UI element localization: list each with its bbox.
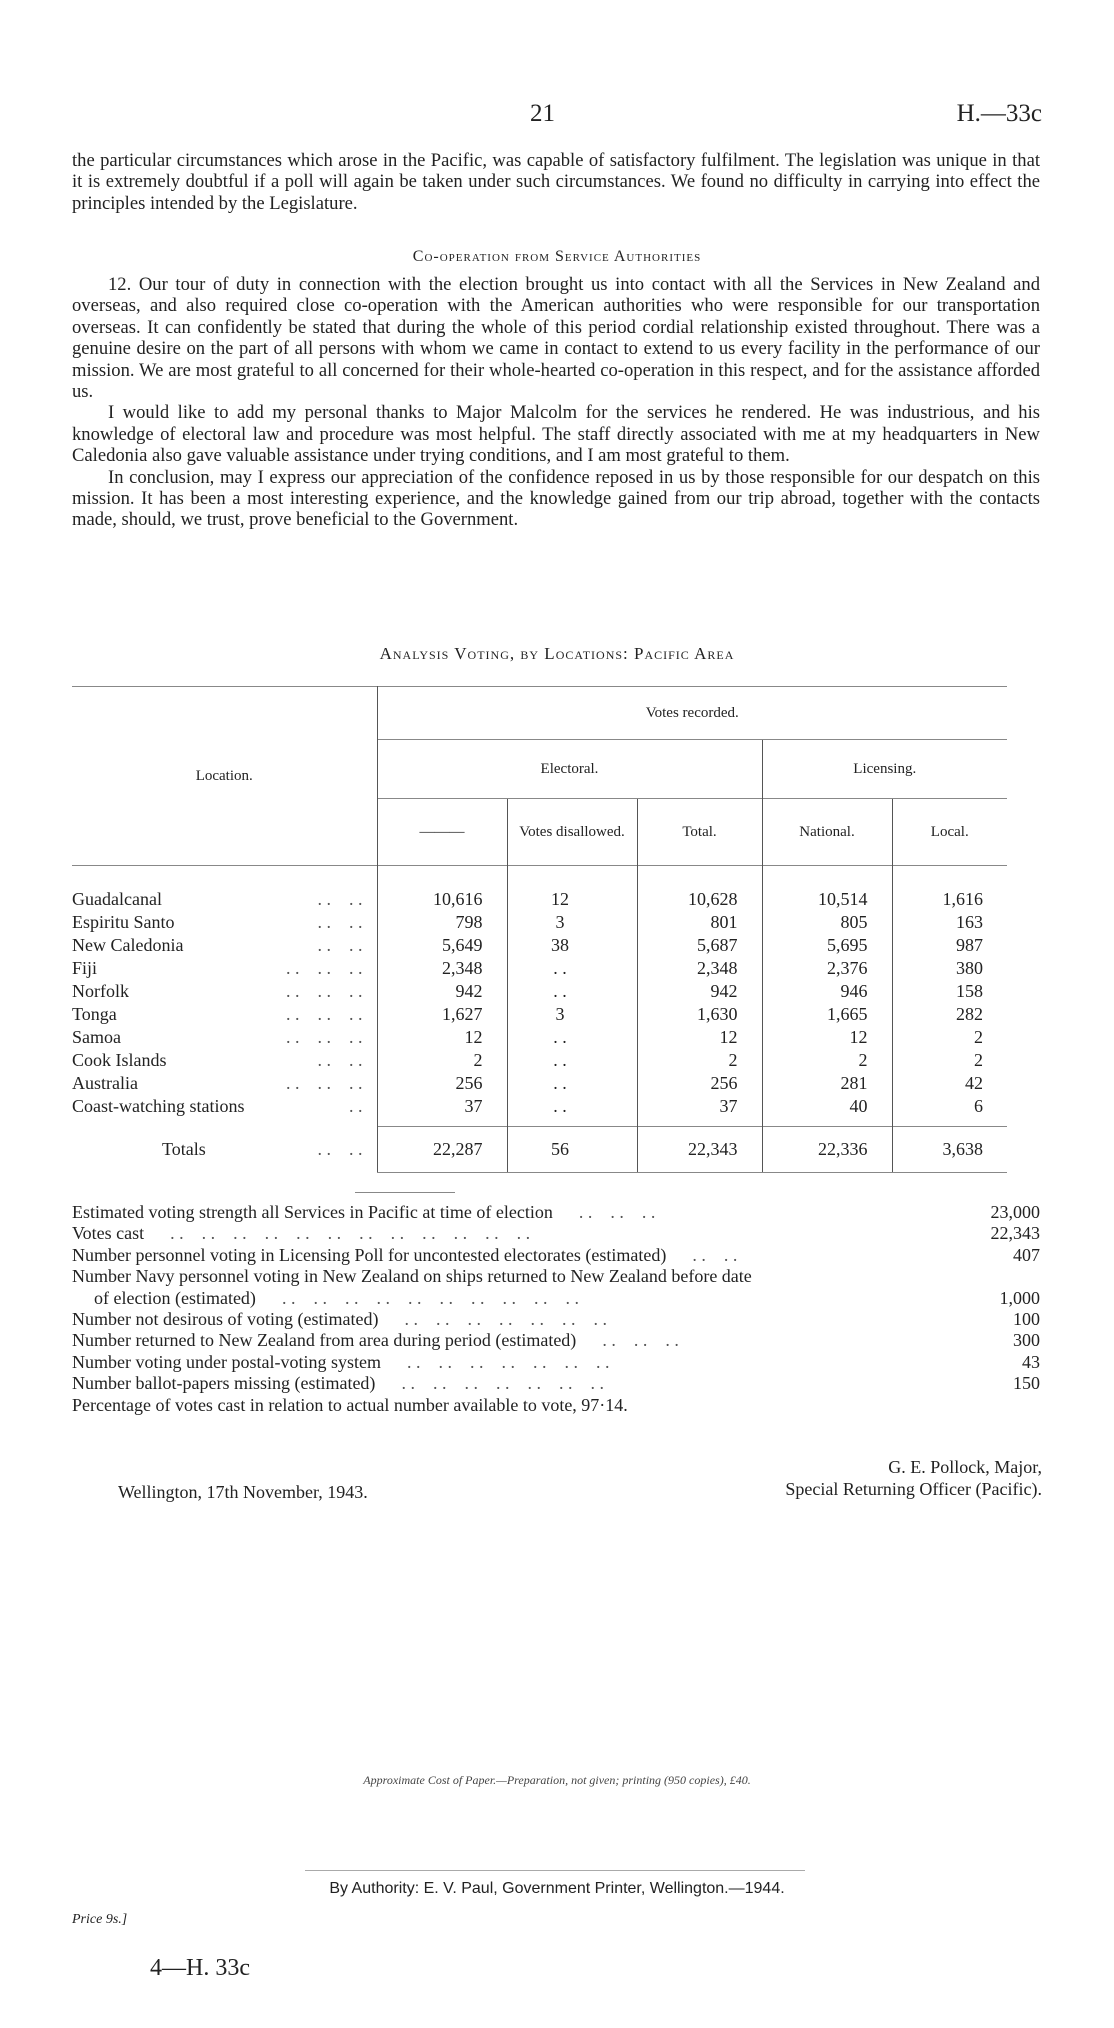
cost-of-paper: Approximate Cost of Paper.—Preparation, not given; printing (950 copies), £40. (363, 1773, 751, 1787)
statistic-row (72, 1309, 1040, 1330)
local-votes: 987 (892, 934, 1007, 957)
signature-title: Special Returning Officer (Pacific). (785, 1479, 1042, 1499)
local-votes: 3,638 (892, 1126, 1007, 1172)
statistic-row (72, 1245, 1040, 1266)
location-name: Fiji (72, 958, 98, 978)
statistic-value: 300 (1013, 1330, 1040, 1351)
leader-dots: . . . . . . (286, 958, 363, 978)
table-title: Analysis Voting, by Locations: Pacific Area (379, 644, 735, 663)
table-bottom-rule (355, 1192, 455, 1193)
location-name: Cook Islands (72, 1050, 167, 1070)
national-votes: 2 (762, 1049, 892, 1072)
statistic-label: Percentage of votes cast in relation to actual number available to vote, 97·14. (72, 1394, 628, 1415)
printer-authority: By Authority: E. V. Paul, Government Printer, Wellington.—1944. (329, 1880, 785, 1897)
national-header: National. (762, 799, 892, 866)
votes-recorded-header: Votes recorded. (377, 687, 1007, 740)
authority-rule (305, 1870, 805, 1871)
leader-dots: . . . . (317, 912, 363, 932)
statistic-value: 150 (1013, 1373, 1040, 1394)
statistic-row (72, 1266, 1040, 1287)
table-row (72, 1049, 1007, 1072)
totals-row (72, 1126, 1007, 1172)
electoral-header: Electoral. (377, 740, 762, 799)
voting-analysis-table (72, 686, 1007, 1173)
statistic-value (950, 1266, 1040, 1287)
leader-dots: . . . . . . (286, 1073, 363, 1093)
price: Price 9s.] (72, 1912, 128, 1927)
leader-dots: . . . . (692, 1244, 738, 1265)
votes-disallowed: 38 (507, 934, 637, 957)
table-row (72, 911, 1007, 934)
statistic-value (950, 1395, 1040, 1416)
electoral-votes: 256 (377, 1072, 507, 1095)
leader-dots: . . . . (317, 935, 363, 955)
statistic-row (72, 1373, 1040, 1394)
table-row (72, 1095, 1007, 1118)
electoral-votes: 798 (377, 911, 507, 934)
leader-dots: . . . . (317, 889, 363, 909)
electoral-votes: 12 (377, 1026, 507, 1049)
statistic-label: Votes cast (72, 1223, 145, 1244)
leader-dots: . . (349, 1096, 363, 1116)
leader-dots: . . . . . . (602, 1330, 679, 1351)
local-votes: 2 (892, 1026, 1007, 1049)
national-votes: 805 (762, 911, 892, 934)
national-votes: 10,514 (762, 888, 892, 911)
statistic-value: 22,343 (990, 1223, 1040, 1244)
section-heading: Co-operation from Service Authorities (412, 248, 702, 265)
electoral-votes: 37 (377, 1095, 507, 1118)
local-votes: 2 (892, 1049, 1007, 1072)
total-votes: 37 (637, 1095, 762, 1118)
location-name: Samoa (72, 1027, 121, 1047)
leader-dots: . . . . . . . . . . . . . . . . . . . . . . . . (170, 1223, 531, 1244)
total-votes: 1,630 (637, 1003, 762, 1026)
national-votes: 1,665 (762, 1003, 892, 1026)
total-votes: 12 (637, 1026, 762, 1049)
local-votes: 1,616 (892, 888, 1007, 911)
statistic-label: Number ballot-papers missing (estimated) (72, 1373, 376, 1394)
total-votes: 2 (637, 1049, 762, 1072)
paragraph-12: 12. Our tour of duty in connection with the election brought us into contact with all the Services in New Zealand and overseas, and also required close co-operation with the American authorities who were responsible for our transportation overseas. It can confidently be stated that during the whole of this period cordial relationship existed throughout. There was a genuine desire on the part of all persons with whom we came in contact to extend to us every facility in the performance of our mission. We are most grateful to all concerned for their whole-hearted co-operation in this respect, and for the assistance afforded us. (72, 274, 1040, 403)
electoral-votes: 1,627 (377, 1003, 507, 1026)
votes-disallowed: 56 (507, 1126, 637, 1172)
electoral-votes-header: ——— (377, 799, 507, 866)
location-name: Coast-watching stations (72, 1096, 245, 1116)
local-votes: 42 (892, 1072, 1007, 1095)
national-votes: 946 (762, 980, 892, 1003)
statistic-row (72, 1352, 1040, 1373)
total-votes: 22,343 (637, 1126, 762, 1172)
paragraph-thanks: I would like to add my personal thanks to Major Malcolm for the services he rendered. He was industrious, and his knowledge of electoral law and procedure was most helpful. The staff directly associated with me at my headquarters in New Caledonia also gave valuable assistance under trying conditions, and I am most grateful to them. (72, 402, 1040, 467)
statistic-value: 43 (1022, 1351, 1040, 1372)
table-row (72, 1072, 1007, 1095)
statistic-label: Number personnel voting in Licensing Poll for uncontested electorates (estimated) (72, 1244, 667, 1265)
statistic-row (72, 1202, 1040, 1223)
total-votes: 801 (637, 911, 762, 934)
statistic-value: 407 (1013, 1244, 1040, 1265)
statistic-value: 1,000 (999, 1287, 1040, 1308)
votes-disallowed: . . (507, 957, 637, 980)
signature-block (785, 1456, 1042, 1500)
votes-disallowed: . . (507, 1049, 637, 1072)
votes-disallowed: . . (507, 1026, 637, 1049)
location-name: Norfolk (72, 981, 129, 1001)
votes-disallowed: . . (507, 1095, 637, 1118)
page-number: 21 (530, 100, 555, 127)
location-name: New Caledonia (72, 935, 184, 955)
paragraph-conclusion: In conclusion, may I express our appreciation of the confidence reposed in us by those responsible for our despatch on this mission. It has been a most interesting experience, and the knowledge gained from our trip abroad, together with the contacts made, should, we trust, prove beneficial to the Government. (72, 466, 1040, 531)
statistic-label: Number not desirous of voting (estimated) (72, 1309, 379, 1330)
local-votes: 282 (892, 1003, 1007, 1026)
local-votes: 380 (892, 957, 1007, 980)
statistic-row (72, 1288, 1040, 1309)
statistic-label: Number Navy personnel voting in New Zealand on ships returned to New Zealand before date (72, 1266, 752, 1287)
national-votes: 2,376 (762, 957, 892, 980)
table-row (72, 980, 1007, 1003)
paragraph-intro (72, 150, 1040, 214)
electoral-votes: 2 (377, 1049, 507, 1072)
table-spacer (72, 1118, 1007, 1126)
national-votes: 40 (762, 1095, 892, 1118)
statistic-row (72, 1223, 1040, 1244)
footer-reference: 4—H. 33c (150, 1955, 250, 1981)
table-row (72, 934, 1007, 957)
table-body (72, 888, 1007, 1172)
location-name: Espiritu Santo (72, 912, 175, 932)
votes-disallowed: . . (507, 1072, 637, 1095)
votes-disallowed: 12 (507, 888, 637, 911)
leader-dots: . . . . . . . . . . . . . . (404, 1309, 607, 1330)
leader-dots: . . . . . . . . . . . . . . (406, 1351, 610, 1372)
local-votes: 163 (892, 911, 1007, 934)
statistic-label: Number returned to New Zealand from area during period (estimated) (72, 1330, 577, 1351)
table-row (72, 1003, 1007, 1026)
leader-dots: . . . . . . . . . . . . . . . . . . . . (281, 1287, 579, 1308)
leader-dots: . . . . (317, 1050, 363, 1070)
electoral-votes: 5,649 (377, 934, 507, 957)
totals-label: Totals (162, 1138, 206, 1159)
statistic-label: Estimated voting strength all Services in Pacific at time of election (72, 1202, 553, 1222)
statistics-list (72, 1202, 1040, 1416)
total-votes: 2,348 (637, 957, 762, 980)
statistic-value: 23,000 (990, 1202, 1040, 1222)
votes-disallowed: 3 (507, 1003, 637, 1026)
signature-place-date: Wellington, 17th November, 1943. (118, 1482, 368, 1502)
total-votes: 5,687 (637, 934, 762, 957)
leader-dots: . . . . . . (286, 1027, 363, 1047)
leader-dots: . . . . (317, 1138, 363, 1159)
location-name: Guadalcanal (72, 889, 162, 909)
total-votes: 256 (637, 1072, 762, 1095)
local-header: Local. (892, 799, 1007, 866)
votes-disallowed: . . (507, 980, 637, 1003)
electoral-votes: 942 (377, 980, 507, 1003)
table-row (72, 1026, 1007, 1049)
total-votes: 10,628 (637, 888, 762, 911)
table-row (72, 888, 1007, 911)
paragraph-1: the particular circumstances which arose in the Pacific, was capable of satisfactory fulfilment. The legislation was unique in that it is extremely doubtful if a poll will again be taken under such circumstances. We found no difficulty in carrying into effect the principles intended by the Legislature. (72, 150, 1040, 214)
electoral-votes: 10,616 (377, 888, 507, 911)
location-name: Tonga (72, 1004, 117, 1024)
document-reference: H.—33c (956, 100, 1042, 127)
signature-name: G. E. Pollock, Major, (888, 1457, 1042, 1477)
disallowed-header: Votes disallowed. (507, 799, 637, 866)
electoral-votes: 22,287 (377, 1126, 507, 1172)
statistic-row (72, 1395, 1040, 1416)
local-votes: 158 (892, 980, 1007, 1003)
electoral-votes: 2,348 (377, 957, 507, 980)
national-votes: 5,695 (762, 934, 892, 957)
total-header: Total. (637, 799, 762, 866)
national-votes: 281 (762, 1072, 892, 1095)
location-header: Location. (195, 767, 253, 784)
local-votes: 6 (892, 1095, 1007, 1118)
leader-dots: . . . . . . . . . . . . . . (401, 1373, 604, 1394)
leader-dots: . . . . . . (286, 1004, 363, 1024)
statistic-label: of election (estimated) (94, 1287, 256, 1308)
statistic-label: Number voting under postal-voting system (72, 1351, 381, 1372)
national-votes: 12 (762, 1026, 892, 1049)
location-name: Australia (72, 1073, 138, 1093)
table-row (72, 957, 1007, 980)
leader-dots: . . . . . . (578, 1202, 656, 1222)
statistic-value: 100 (1013, 1309, 1040, 1330)
total-votes: 942 (637, 980, 762, 1003)
paragraph-group (72, 274, 1040, 531)
national-votes: 22,336 (762, 1126, 892, 1172)
votes-disallowed: 3 (507, 911, 637, 934)
leader-dots: . . . . . . (286, 981, 363, 1001)
licensing-header: Licensing. (762, 740, 1007, 799)
statistic-row (72, 1330, 1040, 1351)
